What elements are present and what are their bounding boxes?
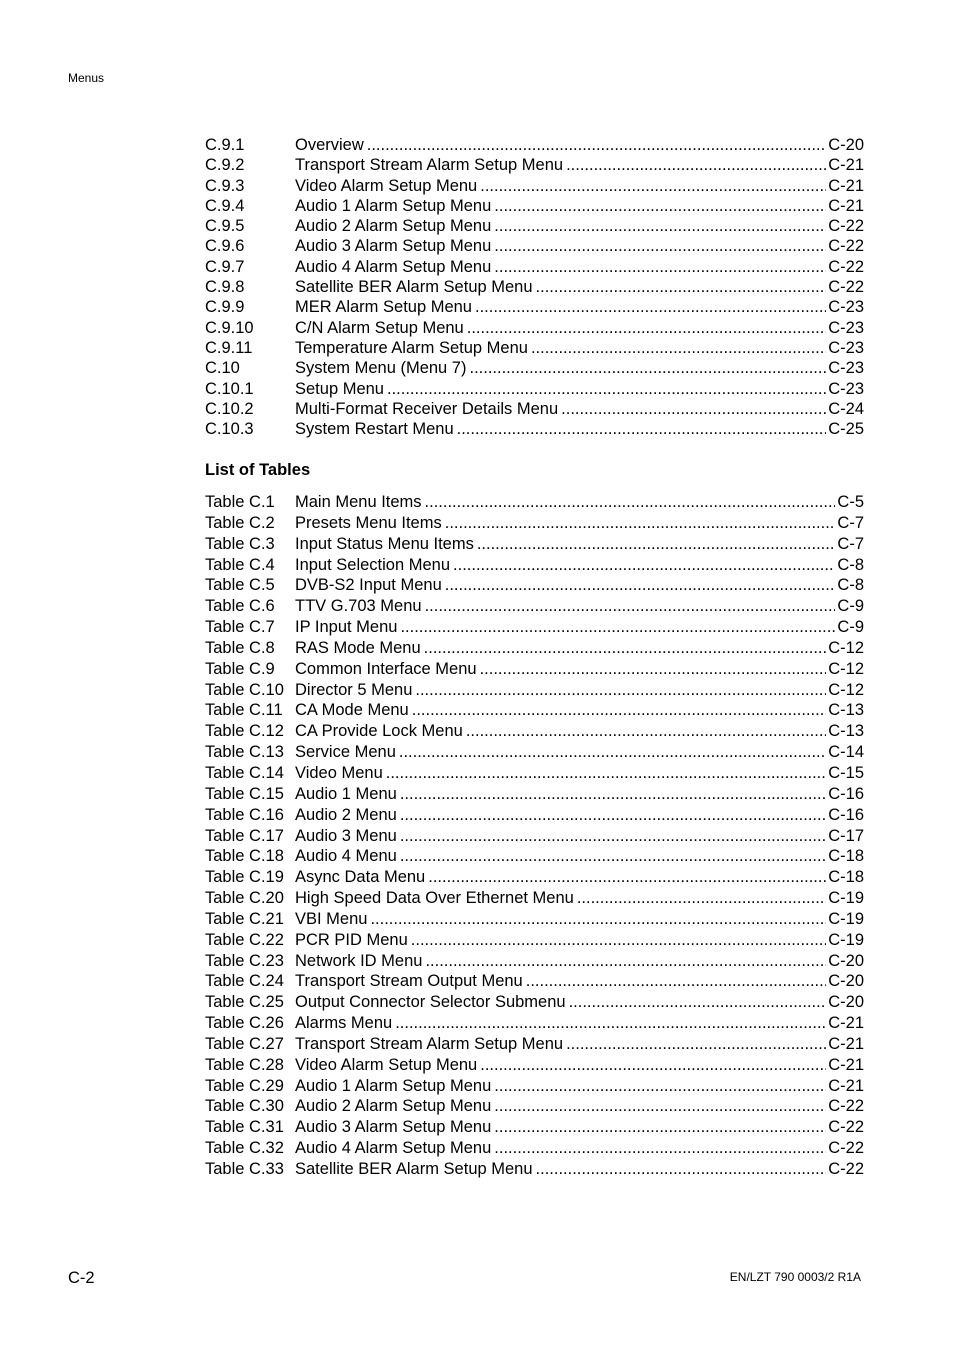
running-header: Menus [68, 71, 105, 85]
entry-page: C-23 [828, 318, 864, 337]
entry-page: C-21 [828, 1014, 864, 1033]
list-of-tables-heading: List of Tables [205, 461, 311, 479]
dot-leader [387, 379, 826, 399]
entry-title: Audio 1 Alarm Setup Menu [295, 1076, 492, 1095]
entry-number: Table C.16 [205, 805, 284, 824]
entry-page: C-16 [828, 805, 864, 824]
dot-leader [566, 1034, 826, 1055]
entry-page: C-23 [828, 359, 864, 378]
toc-entry[interactable] [205, 176, 864, 196]
toc-entry[interactable] [205, 379, 864, 399]
dot-leader [370, 909, 826, 930]
entry-number: Table C.8 [205, 638, 275, 657]
entry-page: C-14 [828, 743, 864, 762]
dot-leader [475, 297, 826, 317]
entry-title: Director 5 Menu [295, 680, 413, 699]
entry-page: C-21 [828, 1076, 864, 1095]
dot-leader [494, 1138, 826, 1159]
toc-entry[interactable] [205, 971, 864, 992]
entry-title: Async Data Menu [295, 868, 426, 887]
entry-page: C-22 [828, 237, 864, 256]
toc-entry[interactable] [205, 318, 864, 338]
toc-entry[interactable] [205, 742, 864, 763]
toc-entry[interactable] [205, 992, 864, 1013]
dot-leader [425, 596, 836, 617]
entry-page: C-12 [828, 680, 864, 699]
entry-title: Transport Stream Alarm Setup Menu [295, 1034, 564, 1053]
entry-number: Table C.31 [205, 1118, 284, 1137]
entry-page: C-8 [837, 576, 864, 595]
table-of-contents [205, 135, 864, 439]
entry-page: C-18 [828, 868, 864, 887]
entry-title: PCR PID Menu [295, 930, 408, 949]
entry-number: C.9.7 [205, 257, 245, 276]
dot-leader [577, 888, 826, 909]
entry-title: Audio 1 Alarm Setup Menu [295, 196, 492, 215]
entry-title: CA Provide Lock Menu [295, 722, 463, 741]
entry-number: Table C.4 [205, 555, 275, 574]
dot-leader [386, 763, 826, 784]
toc-entry[interactable] [205, 930, 864, 951]
entry-title: Input Selection Menu [295, 555, 451, 574]
entry-title: Setup Menu [295, 379, 384, 398]
entry-page: C-21 [828, 1055, 864, 1074]
toc-entry[interactable] [205, 1138, 864, 1159]
entry-number: Table C.11 [205, 701, 283, 720]
dot-leader [494, 1117, 826, 1138]
dot-leader [445, 513, 836, 534]
toc-entry[interactable] [205, 1013, 864, 1034]
entry-number: Table C.33 [205, 1160, 284, 1178]
entry-number: Table C.1 [205, 493, 275, 511]
entry-title: Presets Menu Items [295, 513, 442, 532]
entry-title: Video Alarm Setup Menu [295, 176, 478, 195]
entry-number: Table C.20 [205, 889, 284, 908]
entry-title: System Menu (Menu 7) [295, 359, 467, 378]
toc-entry[interactable] [205, 135, 864, 155]
entry-page: C-22 [828, 278, 864, 297]
entry-page: C-22 [828, 1160, 864, 1178]
entry-page: C-24 [828, 399, 864, 418]
entry-title: High Speed Data Over Ethernet Menu [295, 889, 574, 908]
entry-number: Table C.26 [205, 1014, 284, 1033]
entry-page: C-20 [828, 136, 864, 154]
entry-title: Temperature Alarm Setup Menu [295, 338, 528, 357]
entry-number: Table C.7 [205, 618, 275, 637]
entry-page: C-21 [828, 176, 864, 195]
dot-leader [477, 534, 836, 555]
entry-title: Overview [295, 136, 364, 154]
toc-entry[interactable] [205, 513, 864, 534]
entry-number: C.9.9 [205, 298, 245, 317]
entry-number: Table C.14 [205, 763, 284, 782]
entry-title: C/N Alarm Setup Menu [295, 318, 464, 337]
entry-number: Table C.24 [205, 972, 284, 991]
entry-title: Satellite BER Alarm Setup Menu [295, 1160, 533, 1178]
entry-number: C.10.1 [205, 379, 254, 398]
dot-leader [494, 236, 826, 256]
entry-title: CA Mode Menu [295, 701, 409, 720]
toc-entry[interactable] [205, 1034, 864, 1055]
entry-title: Video Alarm Setup Menu [295, 1055, 478, 1074]
entry-page: C-22 [828, 217, 864, 236]
entry-page: C-23 [828, 298, 864, 317]
toc-entry[interactable] [205, 297, 864, 317]
entry-title: Output Connector Selector Submenu [295, 993, 566, 1012]
dot-leader [494, 1096, 826, 1117]
entry-page: C-13 [828, 701, 864, 720]
entry-number: Table C.19 [205, 868, 284, 887]
entry-number: Table C.15 [205, 784, 284, 803]
entry-number: Table C.28 [205, 1055, 284, 1074]
toc-entry[interactable] [205, 1159, 864, 1180]
toc-entry[interactable] [205, 1055, 864, 1076]
entry-title: Audio 2 Alarm Setup Menu [295, 217, 492, 236]
entry-title: Network ID Menu [295, 951, 423, 970]
entry-title: TTV G.703 Menu [295, 597, 422, 616]
toc-entry[interactable] [205, 721, 864, 742]
entry-page: C-19 [828, 909, 864, 928]
toc-entry[interactable] [205, 596, 864, 617]
entry-number: Table C.18 [205, 847, 284, 866]
dot-leader [412, 700, 827, 721]
toc-entry[interactable] [205, 257, 864, 277]
toc-entry[interactable] [205, 419, 864, 439]
entry-number: Table C.5 [205, 576, 275, 595]
entry-page: C-20 [828, 951, 864, 970]
entry-page: C-9 [837, 597, 864, 616]
dot-leader [424, 638, 827, 659]
entry-title: Multi-Format Receiver Details Menu [295, 399, 559, 418]
dot-leader [569, 992, 827, 1013]
toc-entry[interactable] [205, 492, 864, 513]
dot-leader [425, 951, 826, 972]
entry-page: C-22 [828, 1097, 864, 1116]
entry-number: Table C.22 [205, 930, 284, 949]
entry-title: Input Status Menu Items [295, 534, 474, 553]
toc-entry[interactable] [205, 951, 864, 972]
entry-page: C-19 [828, 930, 864, 949]
dot-leader [411, 930, 826, 951]
toc-entry[interactable] [205, 575, 864, 596]
entry-page: C-18 [828, 847, 864, 866]
entry-number: C.9.8 [205, 278, 245, 297]
dot-leader [400, 784, 826, 805]
entry-number: C.9.5 [205, 217, 245, 236]
toc-entry[interactable] [205, 534, 864, 555]
dot-leader [526, 971, 826, 992]
entry-title: Audio 1 Menu [295, 784, 397, 803]
entry-number: C.9.2 [205, 156, 245, 175]
entry-page: C-7 [837, 534, 864, 553]
dot-leader [480, 176, 826, 196]
list-of-tables [205, 492, 864, 1180]
entry-number: Table C.32 [205, 1139, 284, 1158]
toc-entry[interactable] [205, 826, 864, 847]
entry-page: C-17 [828, 826, 864, 845]
entry-number: C.9.4 [205, 196, 245, 215]
entry-page: C-22 [828, 257, 864, 276]
entry-page: C-9 [837, 618, 864, 637]
dot-leader [561, 399, 826, 419]
entry-number: Table C.27 [205, 1034, 284, 1053]
toc-entry[interactable] [205, 555, 864, 576]
entry-number: Table C.30 [205, 1097, 284, 1116]
toc-entry[interactable] [205, 216, 864, 236]
dot-leader [469, 358, 826, 378]
entry-number: Table C.9 [205, 659, 275, 678]
toc-entry[interactable] [205, 763, 864, 784]
dot-leader [400, 846, 826, 867]
entry-number: C.9.10 [205, 318, 254, 337]
entry-page: C-20 [828, 993, 864, 1012]
toc-entry[interactable] [205, 638, 864, 659]
entry-title: Audio 3 Alarm Setup Menu [295, 237, 492, 256]
toc-entry[interactable] [205, 399, 864, 419]
entry-number: Table C.23 [205, 951, 284, 970]
dot-leader [467, 318, 826, 338]
entry-title: Service Menu [295, 743, 396, 762]
toc-entry[interactable] [205, 909, 864, 930]
dot-leader [457, 419, 827, 439]
dot-leader [480, 1055, 826, 1076]
entry-title: Transport Stream Output Menu [295, 972, 523, 991]
entry-number: Table C.6 [205, 597, 275, 616]
entry-page: C-16 [828, 784, 864, 803]
page-number: C-2 [68, 1269, 95, 1287]
entry-page: C-7 [837, 513, 864, 532]
entry-page: C-25 [828, 420, 864, 439]
entry-title: VBI Menu [295, 909, 368, 928]
dot-leader [400, 805, 826, 826]
dot-leader [494, 216, 826, 236]
entry-number: C.10.3 [205, 420, 254, 439]
dot-leader [494, 1076, 826, 1097]
entry-number: Table C.2 [205, 513, 275, 532]
entry-number: Table C.3 [205, 534, 275, 553]
toc-entry[interactable] [205, 277, 864, 297]
toc-entry[interactable] [205, 805, 864, 826]
entry-number: C.9.6 [205, 237, 245, 256]
entry-page: C-22 [828, 1139, 864, 1158]
entry-page: C-23 [828, 379, 864, 398]
entry-number: Table C.25 [205, 993, 284, 1012]
entry-title: Satellite BER Alarm Setup Menu [295, 278, 533, 297]
entry-page: C-12 [828, 659, 864, 678]
entry-title: Audio 3 Alarm Setup Menu [295, 1118, 492, 1137]
dot-leader [453, 555, 835, 576]
entry-number: C.9.3 [205, 176, 245, 195]
dot-leader [367, 135, 826, 155]
entry-number: Table C.29 [205, 1076, 284, 1095]
entry-title: IP Input Menu [295, 618, 398, 637]
toc-entry[interactable] [205, 236, 864, 256]
entry-number: Table C.10 [205, 680, 284, 699]
entry-title: Common Interface Menu [295, 659, 477, 678]
document-id: EN/LZT 790 0003/2 R1A [729, 1270, 861, 1284]
entry-page: C-21 [828, 156, 864, 175]
entry-number: C.10.2 [205, 399, 254, 418]
entry-number: C.10 [205, 359, 240, 378]
entry-page: C-19 [828, 889, 864, 908]
entry-title: Transport Stream Alarm Setup Menu [295, 156, 564, 175]
toc-entry[interactable] [205, 700, 864, 721]
entry-title: Audio 4 Menu [295, 847, 397, 866]
dot-leader [400, 617, 835, 638]
entry-number: Table C.12 [205, 722, 284, 741]
entry-title: System Restart Menu [295, 420, 454, 439]
toc-entry[interactable] [205, 338, 864, 358]
entry-title: Audio 3 Menu [295, 826, 397, 845]
toc-entry[interactable] [205, 784, 864, 805]
entry-title: MER Alarm Setup Menu [295, 298, 472, 317]
dot-leader [536, 1159, 827, 1180]
dot-leader [480, 659, 827, 680]
dot-leader [415, 680, 826, 701]
dot-leader [425, 492, 836, 513]
entry-number: C.9.11 [205, 338, 253, 357]
entry-page: C-8 [837, 555, 864, 574]
entry-page: C-5 [837, 493, 864, 511]
entry-page: C-22 [828, 1118, 864, 1137]
dot-leader [494, 196, 826, 216]
entry-title: Audio 4 Alarm Setup Menu [295, 1139, 492, 1158]
entry-page: C-15 [828, 763, 864, 782]
dot-leader [428, 867, 826, 888]
toc-entry[interactable] [205, 659, 864, 680]
dot-leader [399, 742, 826, 763]
dot-leader [566, 155, 826, 175]
dot-leader [531, 338, 826, 358]
entry-title: Main Menu Items [295, 493, 422, 511]
entry-number: Table C.21 [205, 909, 284, 928]
dot-leader [400, 826, 826, 847]
toc-entry[interactable] [205, 358, 864, 378]
toc-entry[interactable] [205, 196, 864, 216]
dot-leader [494, 257, 826, 277]
entry-title: Alarms Menu [295, 1014, 393, 1033]
toc-entry[interactable] [205, 155, 864, 175]
toc-entry[interactable] [205, 617, 864, 638]
entry-page: C-20 [828, 972, 864, 991]
entry-title: Video Menu [295, 763, 383, 782]
entry-number: C.9.1 [205, 136, 245, 154]
toc-entry[interactable] [205, 1096, 864, 1117]
toc-entry[interactable] [205, 846, 864, 867]
entry-title: RAS Mode Menu [295, 638, 421, 657]
toc-entry[interactable] [205, 867, 864, 888]
entry-title: DVB-S2 Input Menu [295, 576, 442, 595]
dot-leader [466, 721, 826, 742]
toc-entry[interactable] [205, 888, 864, 909]
entry-number: Table C.17 [205, 826, 284, 845]
dot-leader [395, 1013, 826, 1034]
entry-page: C-13 [828, 722, 864, 741]
entry-title: Audio 2 Alarm Setup Menu [295, 1097, 492, 1116]
entry-number: Table C.13 [205, 743, 284, 762]
entry-page: C-12 [828, 638, 864, 657]
entry-page: C-21 [828, 1034, 864, 1053]
entry-page: C-21 [828, 196, 864, 215]
toc-entry[interactable] [205, 1117, 864, 1138]
toc-entry[interactable] [205, 680, 864, 701]
toc-entry[interactable] [205, 1076, 864, 1097]
entry-title: Audio 4 Alarm Setup Menu [295, 257, 492, 276]
entry-page: C-23 [828, 338, 864, 357]
entry-title: Audio 2 Menu [295, 805, 397, 824]
dot-leader [445, 575, 836, 596]
dot-leader [536, 277, 827, 297]
